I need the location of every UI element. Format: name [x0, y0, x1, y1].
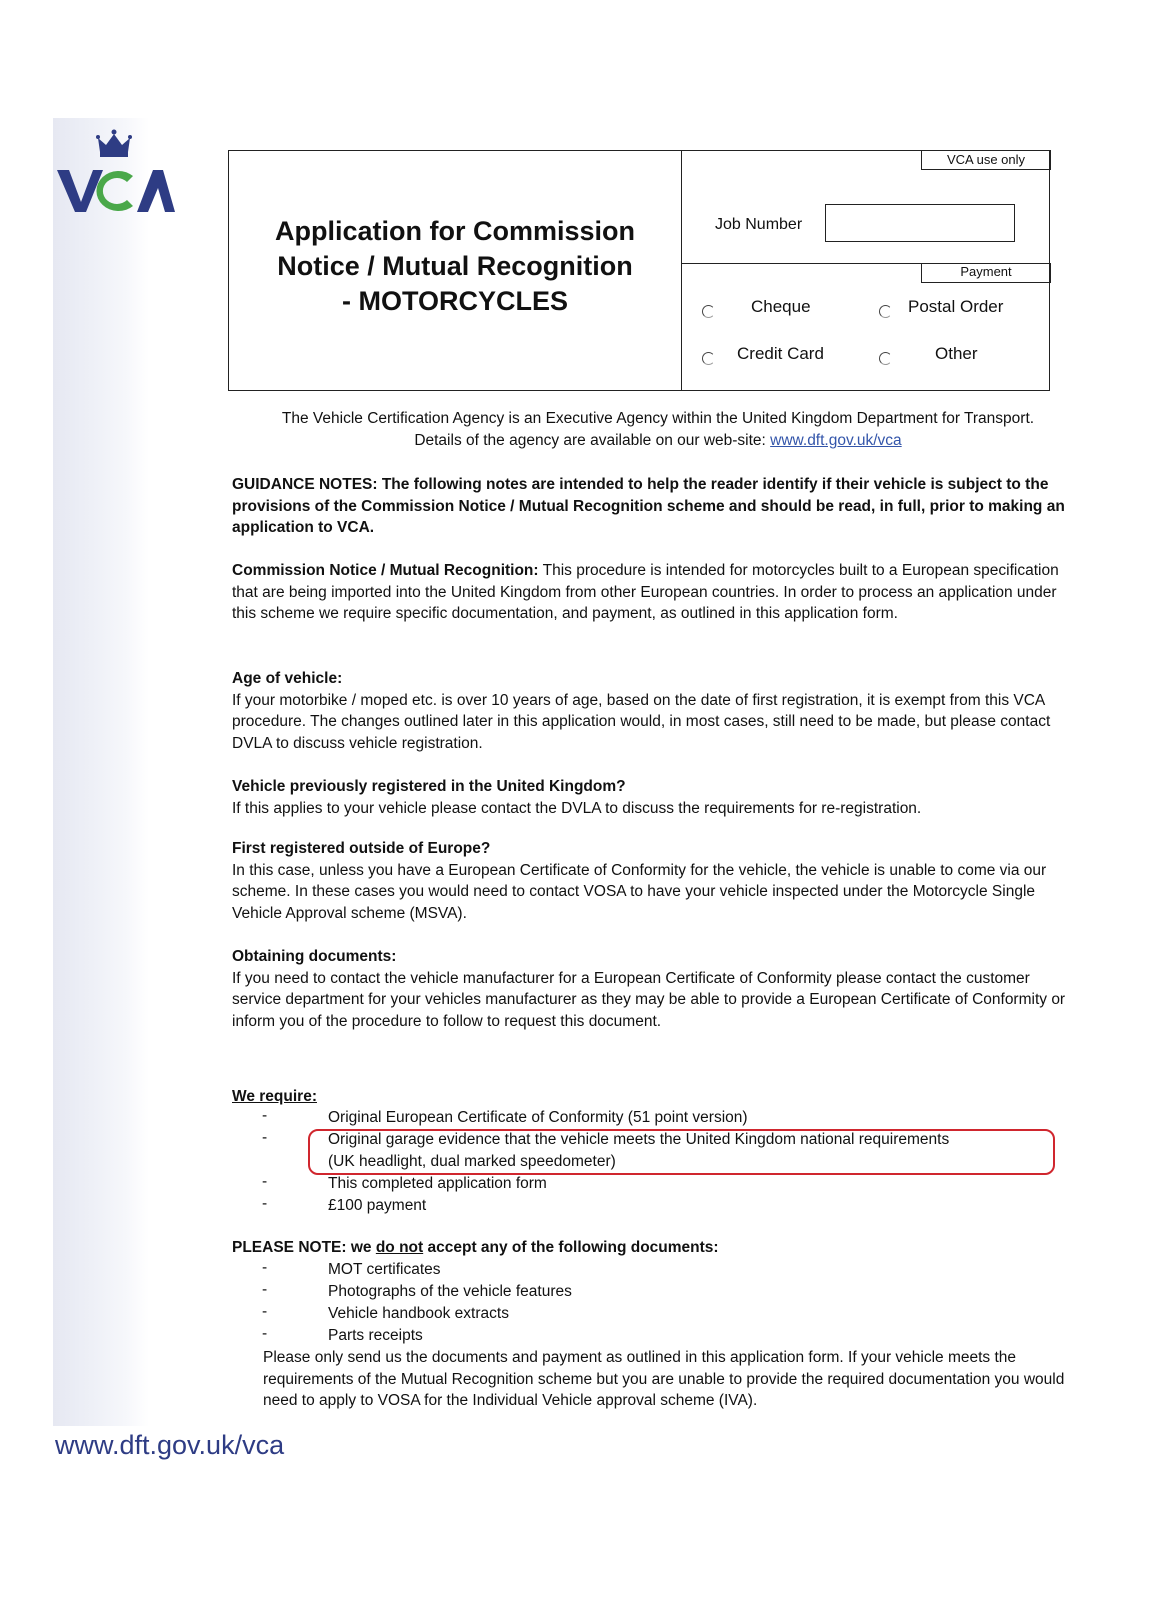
documents-body: If you need to contact the vehicle manufacturer for a European Certificate of Conformity please contact the customer service department for your vehicles manufacturer as they may be able to provide a European Certificate of Conformity or inform you of the procedure to follow to request this document. [232, 969, 1066, 1030]
intro-paragraph [258, 408, 1058, 451]
commission-section [232, 560, 1072, 625]
uk-registered-section [232, 776, 1072, 819]
documents-heading: Obtaining documents: [232, 948, 397, 965]
intro-text: The Vehicle Certification Agency is an Executive Agency within the United Kingdom Department for Transport. Details of the agency are available on our web-site: [281, 410, 1035, 449]
age-section [232, 668, 1072, 754]
list-dash: - [262, 1195, 268, 1212]
list-dash: - [262, 1259, 268, 1276]
require-item-2-detail: (UK headlight, dual marked speedometer) [328, 1153, 616, 1170]
excluded-item-1: MOT certificates [328, 1261, 441, 1278]
radio-postal-order[interactable] [879, 305, 892, 318]
list-dash: - [262, 1325, 268, 1342]
payment-label: Payment [921, 263, 1051, 283]
title-cell [229, 151, 682, 390]
agency-link[interactable]: www.dft.gov.uk/vca [770, 431, 902, 449]
header-box [228, 150, 1050, 391]
other-label: Other [935, 344, 978, 363]
job-number-field[interactable] [825, 204, 1015, 242]
please-note-suffix: accept any of the following documents: [423, 1239, 719, 1256]
job-number-label: Job Number [715, 216, 803, 233]
outside-europe-heading: First registered outside of Europe? [232, 840, 491, 857]
commission-body: This procedure is intended for motorcycles built to a European specification that are being imported into the United Kingdom from other European countries. In order to process an application under this scheme we require specific documentation, and payment, as outlined in this application form. [232, 562, 1059, 622]
list-dash: - [262, 1107, 268, 1124]
please-note-emphasis: do not [375, 1239, 424, 1256]
age-body: If your motorbike / moped etc. is over 10 years of age, based on the date of first registration, it is exempt from this VCA procedure. The changes outlined later in this application would, in most cases, still need to be made, but please contact DVLA to discuss vehicle registration. [232, 691, 1051, 752]
require-item-1: Original European Certificate of Conformity (51 point version) [328, 1109, 748, 1126]
form-title [229, 214, 681, 319]
crown-icon [96, 130, 132, 158]
excluded-item-4: Parts receipts [328, 1327, 423, 1344]
commission-heading: Commission Notice / Mutual Recognition: [232, 562, 539, 579]
title-line-3: - MOTORCYCLES [341, 286, 568, 316]
list-dash: - [262, 1173, 268, 1190]
documents-section [232, 946, 1072, 1032]
list-dash: - [262, 1303, 268, 1320]
please-note-heading [232, 1237, 1072, 1259]
cheque-label: Cheque [751, 297, 811, 316]
red-highlight-annotation [308, 1129, 1055, 1175]
require-item-3: This completed application form [328, 1175, 547, 1192]
outside-europe-body: In this case, unless you have a European Certificate of Conformity for the vehicle, the vehicle is unable to come via our scheme. In these cases you would need to contact VOSA to have your vehicle inspected under the Motorcycle Single Vehicle Approval scheme (MSVA). [232, 861, 1047, 922]
vca-logo [55, 126, 175, 218]
uk-registered-body: If this applies to your vehicle please contact the DVLA to discuss the requirements for re-registration. [232, 799, 922, 817]
credit-card-label: Credit Card [737, 344, 824, 363]
footer-url[interactable]: www.dft.gov.uk/vca [55, 1430, 285, 1460]
title-line-1: Application for Commission [274, 216, 636, 246]
radio-cheque[interactable] [702, 305, 715, 318]
outside-europe-section [232, 838, 1072, 924]
list-dash: - [262, 1129, 268, 1146]
please-note-prefix: PLEASE NOTE: we [232, 1239, 376, 1256]
vca-use-only-label: VCA use only [921, 150, 1051, 170]
excluded-item-3: Vehicle handbook extracts [328, 1305, 509, 1322]
age-heading: Age of vehicle: [232, 670, 343, 687]
excluded-item-2: Photographs of the vehicle features [328, 1283, 572, 1300]
radio-other[interactable] [879, 352, 892, 365]
closing-paragraph: Please only send us the documents and payment as outlined in this application form. If your vehicle meets the requirements of the Mutual Recognition scheme but you are unable to provide the required documentation you would need to apply to VOSA for the Individual Vehicle approval scheme (IVA). [263, 1349, 1065, 1409]
list-dash: - [262, 1281, 268, 1298]
require-item-4: £100 payment [328, 1197, 427, 1214]
title-line-2: Notice / Mutual Recognition [277, 251, 633, 281]
require-item-2: Original garage evidence that the vehicle meets the United Kingdom national requirements [328, 1131, 950, 1148]
we-require-heading: We require: [232, 1088, 317, 1105]
uk-registered-heading: Vehicle previously registered in the United Kingdom? [232, 778, 626, 795]
radio-credit-card[interactable] [702, 352, 715, 365]
postal-order-label: Postal Order [908, 297, 1004, 316]
guidance-notes: GUIDANCE NOTES: The following notes are intended to help the reader identify if their vehicle is subject to the provisions of the Commission Notice / Mutual Recognition scheme and should be read, in full, prior to making an application to VCA. [232, 476, 1065, 536]
side-strip [53, 118, 149, 1426]
